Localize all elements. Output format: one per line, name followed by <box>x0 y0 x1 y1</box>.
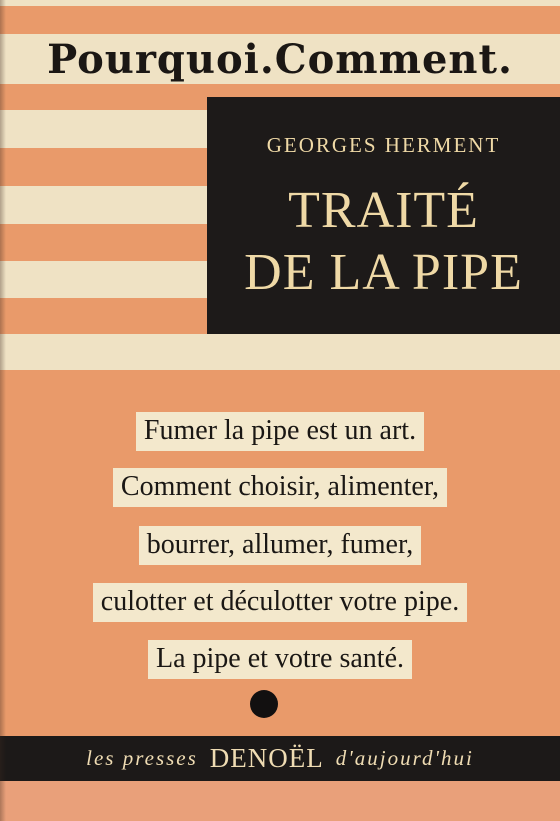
cover-stripe <box>0 334 560 370</box>
blurb-line-text: bourrer, allumer, fumer, <box>139 526 421 565</box>
blurb-line-text: Fumer la pipe est un art. <box>136 412 424 451</box>
blurb-line <box>0 412 560 451</box>
cover-bottom-edge <box>0 781 560 821</box>
publisher-suffix: d'aujourd'hui <box>335 746 474 770</box>
blurb-line-text: culotter et déculotter votre pipe. <box>93 583 467 622</box>
cover-left-edge-shadow <box>0 0 6 821</box>
book-title-line-1: TRAITÉ <box>288 182 479 239</box>
publisher-bar <box>0 736 560 781</box>
blurb-line <box>0 468 560 507</box>
cover-stripe <box>0 0 560 6</box>
blurb-line-text: Comment choisir, alimenter, <box>113 468 447 507</box>
book-title-line-2: DE LA PIPE <box>244 244 523 301</box>
decorative-dot <box>250 690 278 718</box>
blurb-line <box>0 640 560 679</box>
blurb-line <box>0 526 560 565</box>
publisher-prefix: les presses <box>86 746 198 770</box>
blurb-line-text: La pipe et votre santé. <box>148 640 412 679</box>
series-title: Pourquoi.Comment. <box>47 35 513 83</box>
author-name: GEORGES HERMENT <box>266 133 501 157</box>
blurb-line <box>0 583 560 622</box>
publisher-name: DENOËL <box>209 743 324 773</box>
